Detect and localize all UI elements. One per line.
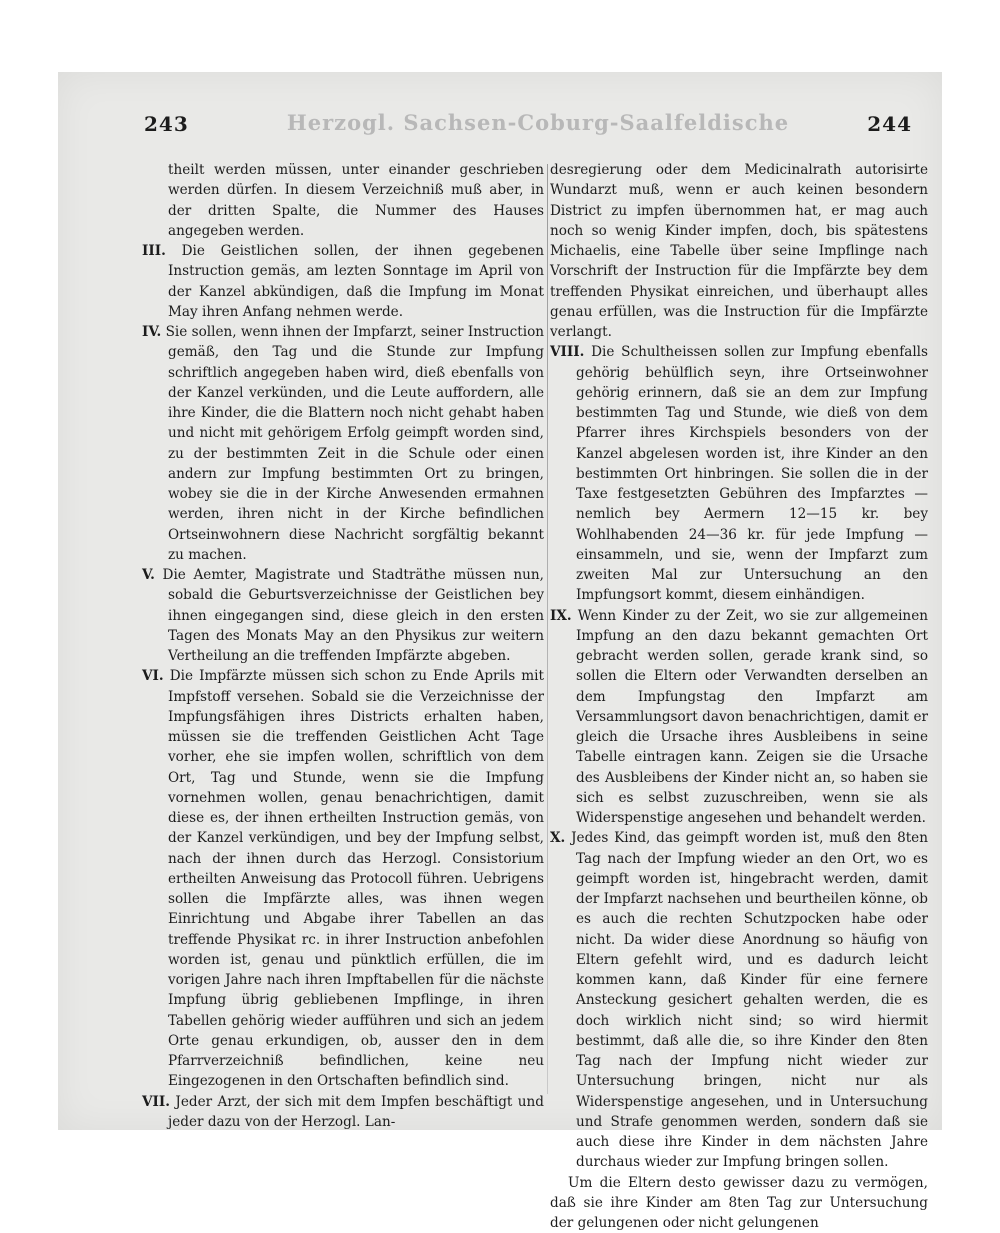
section-text: Wenn Kinder zu der Zeit, wo sie zur allgemeinen Impfung an den dazu bekannt gemachten Ort gebracht werden sollen, gerade krank sind, so sollen die Eltern oder Verwandten derselben an dem Impfungstag den Impfarzt am Versammlungsort davon benachrichtigen, damit er gleich die Ursache ihres Ausbleibens in seine Tabelle eintragen kann. Zeigen sie die Ursache des Ausbleibens der Kinder nicht an, so haben sie sich es selbst zuzuschreiben, wenn sie als Widerspenstige angesehen und behandelt werden. bbox=[576, 608, 928, 827]
section-number: V. bbox=[142, 567, 155, 583]
section-number: X. bbox=[550, 830, 565, 846]
section-iv bbox=[142, 322, 544, 565]
section-number: IX. bbox=[550, 608, 572, 624]
section-text: Jedes Kind, das geimpft worden ist, muß den 8ten Tag nach der Impfung wieder an den Ort, wo es geimpft worden ist, hingebracht werden, damit der Impfarzt nachsehen und beurtheilen könne, ob es auch die rechten Schutzpocken habe oder nicht. Da wider diese Anordnung so häufig von Eltern gefehlt wird, und es dadurch leicht kommen kann, daß Kinder für eine fernere Ansteckung gesichert gehalten werden, die es doch wirklich nicht sind; so wird hiermit bestimmt, daß alle die, so ihre Kinder den 8ten Tag nach der Impfung nicht wieder zur Untersuchung bringen, nicht nur als Widerspenstige angesehen, und in Untersuchung und Strafe genommen werden, sondern daß sie auch diese ihre Kinder in dem nächsten Jahre durchaus wieder zur Impfung bringen sollen. bbox=[571, 830, 928, 1170]
section-text: Die Schultheissen sollen zur Impfung ebenfalls gehörig behülflich seyn, ihre Ortseinwohner gehörig erinnern, daß sie an dem zur Impfung bestimmten Tag und Stunde, wie dieß von dem Pfarrer ihres Kirchspiels besonders von der Kanzel abgelesen worden ist, ihre Kinder an den bestimmten Ort hinbringen. Sie sollen die in der Taxe festgesetzten Gebühren des Impfarztes — nemlich bey Aermern 12—15 kr. bey Wohlhabenden 24—36 kr. für jede Impfung — einsammeln, und sie, wenn der Impfarzt zum zweiten Mal zur Untersuchung an den Impfungsort kommt, diesem einhändigen. bbox=[576, 344, 928, 603]
section-vii bbox=[142, 1092, 544, 1133]
column-divider bbox=[547, 164, 548, 1094]
left-page-number: 243 bbox=[144, 112, 189, 136]
scanned-page bbox=[58, 72, 942, 1130]
section-vi bbox=[142, 666, 544, 1091]
section-number: IV. bbox=[142, 324, 161, 340]
section-viii bbox=[550, 342, 928, 605]
right-page-number: 244 bbox=[867, 112, 912, 136]
section-text: Jeder Arzt, der sich mit dem Impfen beschäftigt und jeder dazu von der Herzogl. Lan- bbox=[168, 1094, 544, 1130]
section-text: Die Geistlichen sollen, der ihnen gegebenen Instruction gemäs, am lezten Sonntage im April von der Kanzel abkündigen, daß die Impfung im Monat May ihren Anfang nehmen werde. bbox=[168, 243, 544, 320]
section-iii bbox=[142, 241, 544, 322]
section-number: VI. bbox=[142, 668, 164, 684]
continuation-paragraph: desregierung oder dem Medicinalrath autorisirte Wundarzt muß, wenn er auch keinen besondern District zu impfen übernommen hat, er mag auch noch so wenig Kinder impfen, doch, bis spätestens Michaelis, eine Tabelle über seine Impflinge nach Vorschrift der Instruction für die Impfärzte bey dem treffenden Physikat einreichen, und überhaupt alles genau erfüllen, was die Instruction für die Impfärzte verlangt. bbox=[550, 160, 928, 342]
section-v bbox=[142, 565, 544, 666]
section-number: III. bbox=[142, 243, 166, 259]
section-number: VII. bbox=[142, 1094, 170, 1110]
section-text: Die Impfärzte müssen sich schon zu Ende Aprils mit Impfstoff versehen. Sobald sie die Verzeichnisse der Impfungsfähigen ihres Districts erhalten haben, müssen sie die treffenden Geistlichen Acht Tage vorher, ehe sie impfen wollen, schriftlich von dem Ort, Tag und Stunde, wenn sie die Impfung vornehmen wollen, genau benachrichtigen, damit diese es, der ihnen ertheilten Instruction gemäs, von der Kanzel verkündigen, und bey der Impfung selbst, nach der ihnen durch das Herzogl. Consistorium ertheilten Anweisung das Protocoll führen. Uebrigens sollen die Impfärzte alles, was ihnen wegen Einrichtung und Abgabe ihrer Tabellen an das treffende Physikat rc. in ihrer Instruction anbefohlen worden ist, genau und pünktlich erfüllen, die im vorigen Jahre nach ihren Impftabellen für die nächste Impfung übrig gebliebenen Impflinge, in ihren Tabellen gehörig wieder aufführen und sich an jedem Orte genau erkundigen, ob, ausser den in dem Pfarrverzeichniß befindlichen, keine neu Eingezogenen in den Ortschaften befindlich sind. bbox=[168, 668, 544, 1089]
continuation-paragraph: theilt werden müssen, unter einander geschrieben werden dürfen. In diesem Verzeichniß muß aber, in der dritten Spalte, die Nummer des Hauses angegeben werden. bbox=[142, 160, 544, 241]
section-number: VIII. bbox=[550, 344, 584, 360]
right-column bbox=[550, 160, 928, 1233]
section-ix bbox=[550, 606, 928, 829]
section-x bbox=[550, 828, 928, 1172]
running-head: Herzogl. Sachsen-Coburg-Saalfeldische bbox=[278, 110, 798, 135]
section-text: Die Aemter, Magistrate und Stadträthe müssen nun, sobald die Geburtsverzeichnisse der Geistlichen bey ihnen eingegangen sind, diese gleich in den ersten Tagen des Monats May an den Physikus zur weitern Vertheilung an die treffenden Impfärzte abgeben. bbox=[163, 567, 544, 664]
left-column bbox=[142, 160, 544, 1132]
closing-paragraph: Um die Eltern desto gewisser dazu zu vermögen, daß sie ihre Kinder am 8ten Tag zur Untersuchung der gelungenen oder nicht gelungenen bbox=[550, 1173, 928, 1233]
section-text: Sie sollen, wenn ihnen der Impfarzt, seiner Instruction gemäß, den Tag und die Stunde zur Impfung schriftlich angegeben haben wird, dieß ebenfalls von der Kanzel verkünden, und die Leute auffordern, alle ihre Kinder, die die Blattern noch nicht gehabt haben und nicht mit gehörigem Erfolg geimpft worden sind, zu der bestimmten Zeit in die Schule oder einen andern zur Impfung bestimmten Ort zu bringen, wobey sie die in der Kirche Anwesenden ermahnen werden, ihren nicht in der Kirche befindlichen Ortseinwohnern diese Nachricht sorgfältig bekannt zu machen. bbox=[166, 324, 544, 563]
